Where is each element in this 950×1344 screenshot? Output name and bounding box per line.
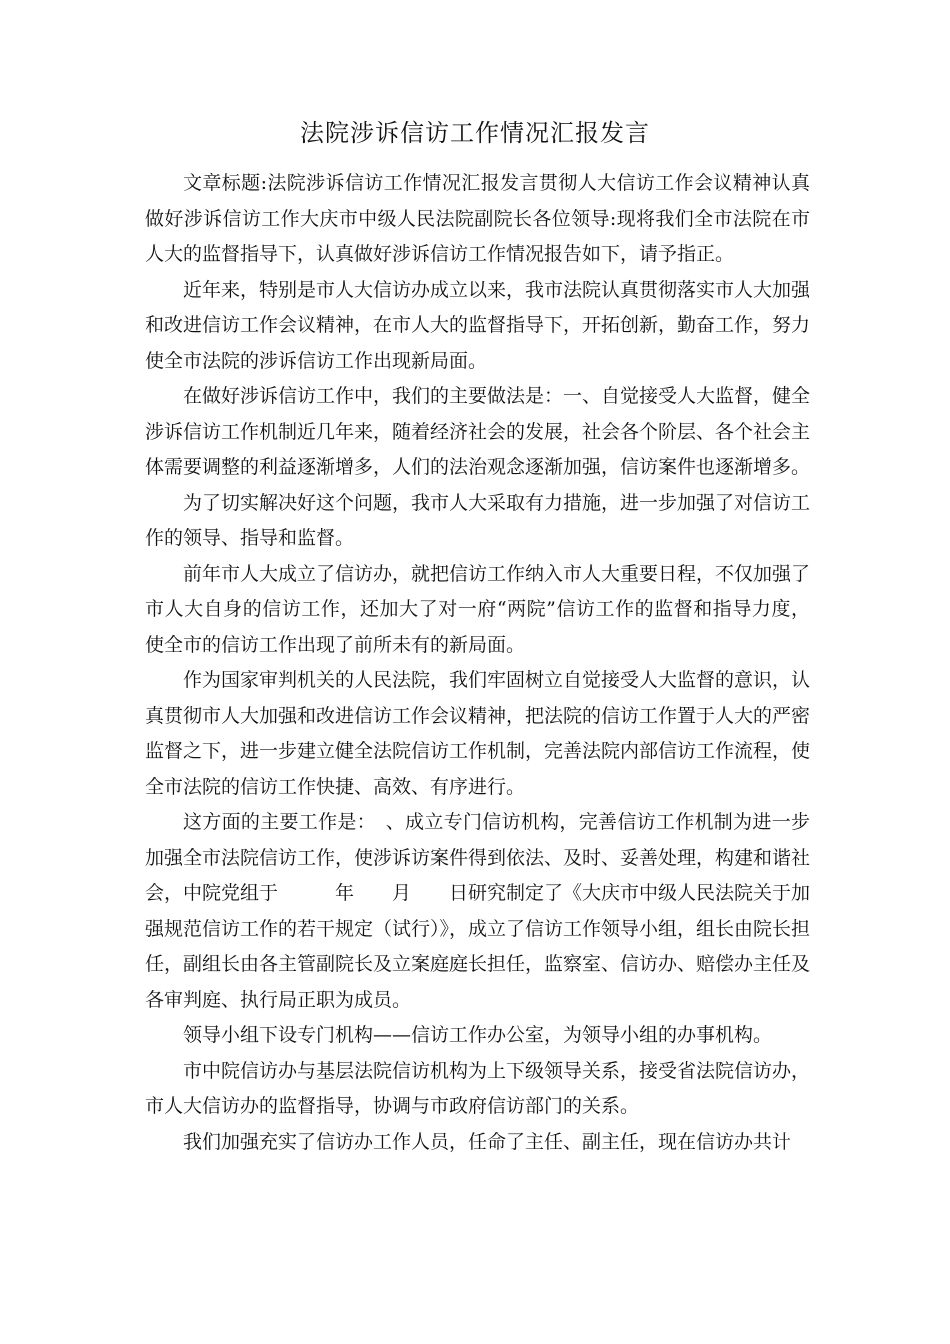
paragraph: 市中院信访办与基层法院信访机构为上下级领导关系，接受省法院信访办，市人大信访办的监督指导，协调与市政府信访部门的关系。 bbox=[145, 1059, 811, 1117]
paragraph: 前年市人大成立了信访办，就把信访工作纳入市人大重要日程，不仅加强了市人大自身的信访工作，还加大了对一府“两院”信访工作的监督和指导力度，使全市的信访工作出现了前所未有的新局面。 bbox=[145, 562, 811, 656]
paragraph: 近年来，特别是市人大信访办成立以来，我市法院认真贯彻落实市人大加强和改进信访工作会议精神，在市人大的监督指导下，开拓创新，勤奋工作，努力使全市法院的涉诉信访工作出现新局面。 bbox=[145, 278, 811, 372]
paragraph: 我们加强充实了信访办工作人员，任命了主任、副主任，现在信访办共计 bbox=[183, 1130, 792, 1153]
paragraph: 在做好涉诉信访工作中，我们的主要做法是：一、自觉接受人大监督，健全涉诉信访工作机制近几年来，随着经济社会的发展，社会各个阶层、各个社会主体需要调整的利益逐渐增多，人们的法治观念逐渐加强，信访案件也逐渐增多。 bbox=[145, 385, 811, 478]
document-title: 法院涉诉信访工作情况汇报发言 bbox=[300, 119, 650, 147]
paragraph: 文章标题:法院涉诉信访工作情况汇报发言贯彻人大信访工作会议精神认真做好涉诉信访工作大庆市中级人民法院副院长各位领导:现将我们全市法院在市人大的监督指导下，认真做好涉诉信访工作情况报告如下，请予指正。 bbox=[145, 172, 810, 265]
paragraph: 作为国家审判机关的人民法院，我们牢固树立自觉接受人大监督的意识，认真贯彻市人大加强和改进信访工作会议精神，把法院的信访工作置于人大的严密监督之下，进一步建立健全法院信访工作机制，完善法院内部信访工作流程，使全市法院的信访工作快捷、高效、有序进行。 bbox=[145, 669, 811, 798]
paragraph: 领导小组下设专门机构——信访工作办公室，为领导小组的办事机构。 bbox=[183, 1024, 773, 1046]
paragraph: 这方面的主要工作是： 、成立专门信访机构，完善信访工作机制为进一步加强全市法院信访工作，使涉诉访案件得到依法、及时、妥善处理，构建和谐社会，中院党组于 年 月 日研究制定了《大庆市中级人民法院关于加强规范信访工作的若干规定（试行）》，成立了信访工作领导小组，组长由院长担任，副组长由各主管副院长及立案庭庭长担任，监察室、信访办、赔偿办主任及各审判庭、执行局正职为成员。 bbox=[145, 811, 811, 1011]
document-body bbox=[145, 166, 810, 1160]
paragraph: 为了切实解决好这个问题，我市人大采取有力措施，进一步加强了对信访工作的领导、指导和监督。 bbox=[145, 491, 811, 549]
